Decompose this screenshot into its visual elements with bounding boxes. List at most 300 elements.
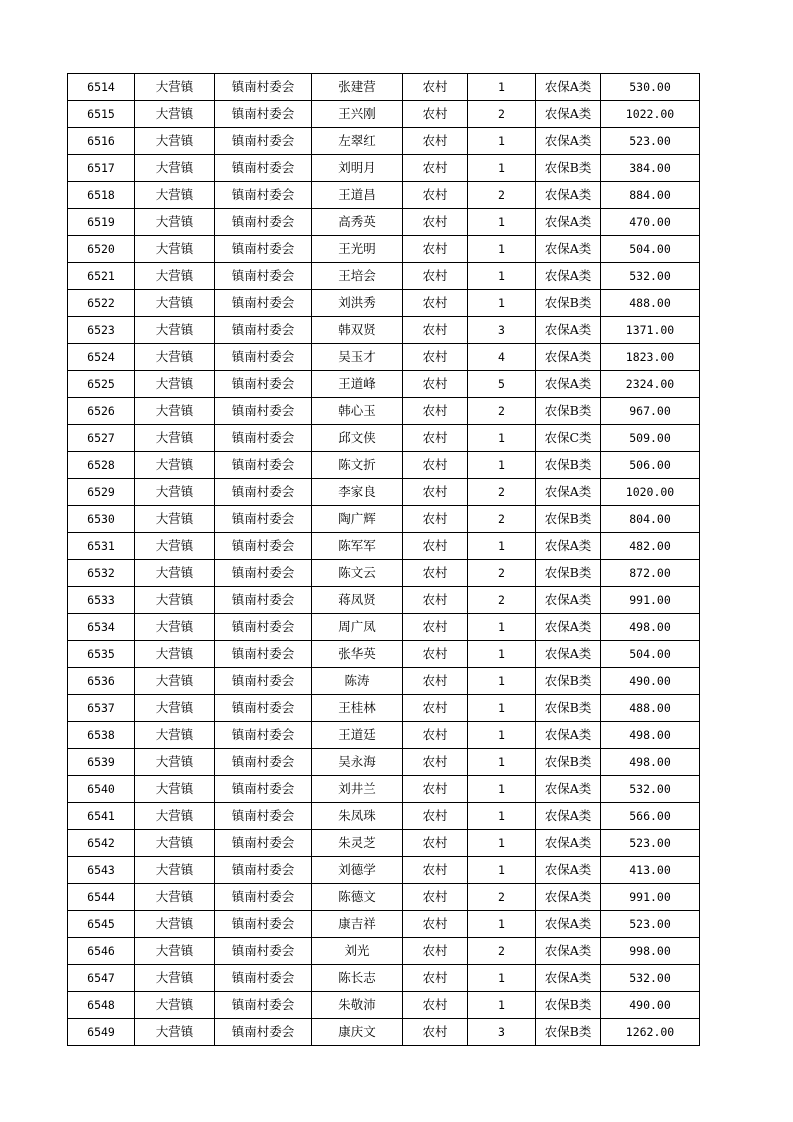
amount-value: 523.00 xyxy=(601,830,700,857)
person-name: 左翠红 xyxy=(312,128,403,155)
area-type: 农村 xyxy=(403,182,468,209)
record-number: 6524 xyxy=(68,344,135,371)
village-committee: 镇南村委会 xyxy=(215,695,312,722)
village-committee: 镇南村委会 xyxy=(215,74,312,101)
record-number: 6546 xyxy=(68,938,135,965)
area-type: 农村 xyxy=(403,263,468,290)
amount-value: 504.00 xyxy=(601,236,700,263)
record-number: 6549 xyxy=(68,1019,135,1046)
town-name: 大营镇 xyxy=(135,614,215,641)
amount-value: 470.00 xyxy=(601,209,700,236)
record-number: 6538 xyxy=(68,722,135,749)
insurance-category: 农保A类 xyxy=(536,776,601,803)
area-type: 农村 xyxy=(403,830,468,857)
amount-value: 498.00 xyxy=(601,722,700,749)
area-type: 农村 xyxy=(403,425,468,452)
area-type: 农村 xyxy=(403,776,468,803)
assistance-roster-table xyxy=(67,73,700,1046)
amount-value: 482.00 xyxy=(601,533,700,560)
record-number: 6537 xyxy=(68,695,135,722)
town-name: 大营镇 xyxy=(135,884,215,911)
household-count: 1 xyxy=(468,155,536,182)
table-row xyxy=(68,209,700,236)
record-number: 6532 xyxy=(68,560,135,587)
village-committee: 镇南村委会 xyxy=(215,884,312,911)
village-committee: 镇南村委会 xyxy=(215,155,312,182)
household-count: 5 xyxy=(468,371,536,398)
record-number: 6539 xyxy=(68,749,135,776)
table-row xyxy=(68,857,700,884)
area-type: 农村 xyxy=(403,614,468,641)
person-name: 刘德学 xyxy=(312,857,403,884)
town-name: 大营镇 xyxy=(135,371,215,398)
amount-value: 523.00 xyxy=(601,911,700,938)
area-type: 农村 xyxy=(403,749,468,776)
record-number: 6544 xyxy=(68,884,135,911)
table-row xyxy=(68,722,700,749)
person-name: 康吉祥 xyxy=(312,911,403,938)
amount-value: 504.00 xyxy=(601,641,700,668)
person-name: 陈涛 xyxy=(312,668,403,695)
person-name: 吴玉才 xyxy=(312,344,403,371)
table-row xyxy=(68,398,700,425)
insurance-category: 农保A类 xyxy=(536,182,601,209)
insurance-category: 农保B类 xyxy=(536,668,601,695)
town-name: 大营镇 xyxy=(135,911,215,938)
area-type: 农村 xyxy=(403,344,468,371)
table-row xyxy=(68,776,700,803)
insurance-category: 农保A类 xyxy=(536,857,601,884)
household-count: 4 xyxy=(468,344,536,371)
area-type: 农村 xyxy=(403,479,468,506)
amount-value: 804.00 xyxy=(601,506,700,533)
amount-value: 991.00 xyxy=(601,884,700,911)
amount-value: 967.00 xyxy=(601,398,700,425)
amount-value: 384.00 xyxy=(601,155,700,182)
insurance-category: 农保B类 xyxy=(536,452,601,479)
person-name: 王道昌 xyxy=(312,182,403,209)
amount-value: 884.00 xyxy=(601,182,700,209)
person-name: 刘光 xyxy=(312,938,403,965)
town-name: 大营镇 xyxy=(135,533,215,560)
insurance-category: 农保B类 xyxy=(536,398,601,425)
person-name: 刘明月 xyxy=(312,155,403,182)
record-number: 6529 xyxy=(68,479,135,506)
insurance-category: 农保A类 xyxy=(536,938,601,965)
insurance-category: 农保A类 xyxy=(536,344,601,371)
village-committee: 镇南村委会 xyxy=(215,1019,312,1046)
table-row xyxy=(68,317,700,344)
village-committee: 镇南村委会 xyxy=(215,965,312,992)
town-name: 大营镇 xyxy=(135,749,215,776)
table-row xyxy=(68,587,700,614)
village-committee: 镇南村委会 xyxy=(215,398,312,425)
household-count: 1 xyxy=(468,290,536,317)
household-count: 1 xyxy=(468,722,536,749)
area-type: 农村 xyxy=(403,452,468,479)
table-row xyxy=(68,344,700,371)
amount-value: 532.00 xyxy=(601,965,700,992)
person-name: 康庆文 xyxy=(312,1019,403,1046)
household-count: 3 xyxy=(468,1019,536,1046)
area-type: 农村 xyxy=(403,803,468,830)
amount-value: 566.00 xyxy=(601,803,700,830)
amount-value: 1262.00 xyxy=(601,1019,700,1046)
area-type: 农村 xyxy=(403,722,468,749)
village-committee: 镇南村委会 xyxy=(215,425,312,452)
person-name: 吴永海 xyxy=(312,749,403,776)
record-number: 6548 xyxy=(68,992,135,1019)
table-row xyxy=(68,182,700,209)
amount-value: 1371.00 xyxy=(601,317,700,344)
household-count: 2 xyxy=(468,101,536,128)
insurance-category: 农保A类 xyxy=(536,317,601,344)
town-name: 大营镇 xyxy=(135,776,215,803)
table-row xyxy=(68,695,700,722)
table-row xyxy=(68,938,700,965)
person-name: 王光明 xyxy=(312,236,403,263)
household-count: 1 xyxy=(468,668,536,695)
person-name: 陈文云 xyxy=(312,560,403,587)
town-name: 大营镇 xyxy=(135,182,215,209)
insurance-category: 农保A类 xyxy=(536,641,601,668)
town-name: 大营镇 xyxy=(135,938,215,965)
table-row xyxy=(68,74,700,101)
insurance-category: 农保B类 xyxy=(536,155,601,182)
town-name: 大营镇 xyxy=(135,155,215,182)
household-count: 1 xyxy=(468,425,536,452)
village-committee: 镇南村委会 xyxy=(215,641,312,668)
household-count: 2 xyxy=(468,506,536,533)
record-number: 6523 xyxy=(68,317,135,344)
town-name: 大营镇 xyxy=(135,965,215,992)
area-type: 农村 xyxy=(403,695,468,722)
village-committee: 镇南村委会 xyxy=(215,344,312,371)
town-name: 大营镇 xyxy=(135,317,215,344)
household-count: 2 xyxy=(468,398,536,425)
area-type: 农村 xyxy=(403,74,468,101)
area-type: 农村 xyxy=(403,317,468,344)
area-type: 农村 xyxy=(403,209,468,236)
area-type: 农村 xyxy=(403,911,468,938)
table-row xyxy=(68,668,700,695)
insurance-category: 农保A类 xyxy=(536,479,601,506)
town-name: 大营镇 xyxy=(135,857,215,884)
amount-value: 498.00 xyxy=(601,749,700,776)
household-count: 2 xyxy=(468,938,536,965)
record-number: 6545 xyxy=(68,911,135,938)
village-committee: 镇南村委会 xyxy=(215,128,312,155)
record-number: 6517 xyxy=(68,155,135,182)
town-name: 大营镇 xyxy=(135,641,215,668)
insurance-category: 农保B类 xyxy=(536,506,601,533)
town-name: 大营镇 xyxy=(135,452,215,479)
amount-value: 1823.00 xyxy=(601,344,700,371)
person-name: 张华英 xyxy=(312,641,403,668)
town-name: 大营镇 xyxy=(135,722,215,749)
insurance-category: 农保A类 xyxy=(536,830,601,857)
town-name: 大营镇 xyxy=(135,236,215,263)
person-name: 王培会 xyxy=(312,263,403,290)
insurance-category: 农保A类 xyxy=(536,965,601,992)
area-type: 农村 xyxy=(403,992,468,1019)
insurance-category: 农保A类 xyxy=(536,128,601,155)
town-name: 大营镇 xyxy=(135,344,215,371)
area-type: 农村 xyxy=(403,668,468,695)
table-row xyxy=(68,965,700,992)
village-committee: 镇南村委会 xyxy=(215,911,312,938)
person-name: 邱文侠 xyxy=(312,425,403,452)
household-count: 2 xyxy=(468,560,536,587)
insurance-category: 农保A类 xyxy=(536,236,601,263)
village-committee: 镇南村委会 xyxy=(215,992,312,1019)
record-number: 6536 xyxy=(68,668,135,695)
area-type: 农村 xyxy=(403,128,468,155)
roster-body xyxy=(68,74,700,1046)
household-count: 1 xyxy=(468,992,536,1019)
record-number: 6516 xyxy=(68,128,135,155)
record-number: 6514 xyxy=(68,74,135,101)
table-row xyxy=(68,236,700,263)
record-number: 6528 xyxy=(68,452,135,479)
table-row xyxy=(68,830,700,857)
household-count: 1 xyxy=(468,263,536,290)
household-count: 1 xyxy=(468,857,536,884)
record-number: 6533 xyxy=(68,587,135,614)
amount-value: 488.00 xyxy=(601,290,700,317)
town-name: 大营镇 xyxy=(135,560,215,587)
town-name: 大营镇 xyxy=(135,74,215,101)
person-name: 韩心玉 xyxy=(312,398,403,425)
village-committee: 镇南村委会 xyxy=(215,452,312,479)
person-name: 韩双贤 xyxy=(312,317,403,344)
record-number: 6519 xyxy=(68,209,135,236)
town-name: 大营镇 xyxy=(135,128,215,155)
village-committee: 镇南村委会 xyxy=(215,938,312,965)
town-name: 大营镇 xyxy=(135,587,215,614)
person-name: 陶广辉 xyxy=(312,506,403,533)
record-number: 6527 xyxy=(68,425,135,452)
table-row xyxy=(68,641,700,668)
table-row xyxy=(68,263,700,290)
area-type: 农村 xyxy=(403,101,468,128)
town-name: 大营镇 xyxy=(135,1019,215,1046)
amount-value: 998.00 xyxy=(601,938,700,965)
insurance-category: 农保A类 xyxy=(536,722,601,749)
amount-value: 523.00 xyxy=(601,128,700,155)
village-committee: 镇南村委会 xyxy=(215,506,312,533)
insurance-category: 农保B类 xyxy=(536,560,601,587)
insurance-category: 农保A类 xyxy=(536,884,601,911)
household-count: 1 xyxy=(468,452,536,479)
table-row xyxy=(68,614,700,641)
amount-value: 532.00 xyxy=(601,263,700,290)
town-name: 大营镇 xyxy=(135,290,215,317)
table-row xyxy=(68,425,700,452)
record-number: 6542 xyxy=(68,830,135,857)
town-name: 大营镇 xyxy=(135,101,215,128)
household-count: 1 xyxy=(468,209,536,236)
person-name: 王兴刚 xyxy=(312,101,403,128)
insurance-category: 农保A类 xyxy=(536,371,601,398)
amount-value: 488.00 xyxy=(601,695,700,722)
insurance-category: 农保A类 xyxy=(536,911,601,938)
village-committee: 镇南村委会 xyxy=(215,614,312,641)
amount-value: 1022.00 xyxy=(601,101,700,128)
insurance-category: 农保B类 xyxy=(536,290,601,317)
town-name: 大营镇 xyxy=(135,479,215,506)
household-count: 1 xyxy=(468,614,536,641)
table-row xyxy=(68,452,700,479)
person-name: 李家良 xyxy=(312,479,403,506)
area-type: 农村 xyxy=(403,587,468,614)
village-committee: 镇南村委会 xyxy=(215,263,312,290)
person-name: 蒋凤贤 xyxy=(312,587,403,614)
household-count: 1 xyxy=(468,965,536,992)
household-count: 1 xyxy=(468,803,536,830)
person-name: 王桂林 xyxy=(312,695,403,722)
village-committee: 镇南村委会 xyxy=(215,317,312,344)
table-row xyxy=(68,479,700,506)
insurance-category: 农保A类 xyxy=(536,533,601,560)
village-committee: 镇南村委会 xyxy=(215,830,312,857)
area-type: 农村 xyxy=(403,398,468,425)
record-number: 6534 xyxy=(68,614,135,641)
household-count: 2 xyxy=(468,479,536,506)
village-committee: 镇南村委会 xyxy=(215,560,312,587)
village-committee: 镇南村委会 xyxy=(215,533,312,560)
village-committee: 镇南村委会 xyxy=(215,857,312,884)
amount-value: 872.00 xyxy=(601,560,700,587)
amount-value: 490.00 xyxy=(601,668,700,695)
village-committee: 镇南村委会 xyxy=(215,101,312,128)
record-number: 6541 xyxy=(68,803,135,830)
insurance-category: 农保B类 xyxy=(536,695,601,722)
record-number: 6531 xyxy=(68,533,135,560)
amount-value: 509.00 xyxy=(601,425,700,452)
town-name: 大营镇 xyxy=(135,992,215,1019)
person-name: 高秀英 xyxy=(312,209,403,236)
village-committee: 镇南村委会 xyxy=(215,803,312,830)
household-count: 1 xyxy=(468,749,536,776)
person-name: 陈长志 xyxy=(312,965,403,992)
amount-value: 506.00 xyxy=(601,452,700,479)
amount-value: 530.00 xyxy=(601,74,700,101)
insurance-category: 农保A类 xyxy=(536,587,601,614)
household-count: 3 xyxy=(468,317,536,344)
town-name: 大营镇 xyxy=(135,695,215,722)
village-committee: 镇南村委会 xyxy=(215,209,312,236)
area-type: 农村 xyxy=(403,506,468,533)
person-name: 朱凤珠 xyxy=(312,803,403,830)
household-count: 1 xyxy=(468,776,536,803)
record-number: 6540 xyxy=(68,776,135,803)
table-row xyxy=(68,1019,700,1046)
insurance-category: 农保A类 xyxy=(536,614,601,641)
town-name: 大营镇 xyxy=(135,668,215,695)
village-committee: 镇南村委会 xyxy=(215,371,312,398)
record-number: 6525 xyxy=(68,371,135,398)
town-name: 大营镇 xyxy=(135,425,215,452)
area-type: 农村 xyxy=(403,884,468,911)
record-number: 6515 xyxy=(68,101,135,128)
table-row xyxy=(68,992,700,1019)
amount-value: 1020.00 xyxy=(601,479,700,506)
amount-value: 991.00 xyxy=(601,587,700,614)
insurance-category: 农保A类 xyxy=(536,101,601,128)
town-name: 大营镇 xyxy=(135,830,215,857)
table-row xyxy=(68,290,700,317)
area-type: 农村 xyxy=(403,857,468,884)
table-row xyxy=(68,128,700,155)
record-number: 6520 xyxy=(68,236,135,263)
town-name: 大营镇 xyxy=(135,398,215,425)
amount-value: 498.00 xyxy=(601,614,700,641)
area-type: 农村 xyxy=(403,1019,468,1046)
person-name: 陈文折 xyxy=(312,452,403,479)
table-row xyxy=(68,506,700,533)
village-committee: 镇南村委会 xyxy=(215,749,312,776)
household-count: 1 xyxy=(468,128,536,155)
record-number: 6530 xyxy=(68,506,135,533)
insurance-category: 农保C类 xyxy=(536,425,601,452)
village-committee: 镇南村委会 xyxy=(215,236,312,263)
table-row xyxy=(68,155,700,182)
area-type: 农村 xyxy=(403,965,468,992)
village-committee: 镇南村委会 xyxy=(215,290,312,317)
table-row xyxy=(68,371,700,398)
person-name: 张建营 xyxy=(312,74,403,101)
insurance-category: 农保A类 xyxy=(536,74,601,101)
person-name: 王道峰 xyxy=(312,371,403,398)
amount-value: 2324.00 xyxy=(601,371,700,398)
village-committee: 镇南村委会 xyxy=(215,182,312,209)
household-count: 1 xyxy=(468,236,536,263)
household-count: 1 xyxy=(468,641,536,668)
area-type: 农村 xyxy=(403,938,468,965)
area-type: 农村 xyxy=(403,290,468,317)
area-type: 农村 xyxy=(403,236,468,263)
area-type: 农村 xyxy=(403,560,468,587)
village-committee: 镇南村委会 xyxy=(215,776,312,803)
town-name: 大营镇 xyxy=(135,209,215,236)
household-count: 2 xyxy=(468,884,536,911)
record-number: 6543 xyxy=(68,857,135,884)
town-name: 大营镇 xyxy=(135,803,215,830)
area-type: 农村 xyxy=(403,155,468,182)
record-number: 6521 xyxy=(68,263,135,290)
table-row xyxy=(68,533,700,560)
insurance-category: 农保A类 xyxy=(536,803,601,830)
insurance-category: 农保B类 xyxy=(536,1019,601,1046)
table-row xyxy=(68,560,700,587)
area-type: 农村 xyxy=(403,371,468,398)
household-count: 1 xyxy=(468,533,536,560)
household-count: 1 xyxy=(468,74,536,101)
person-name: 朱敬沛 xyxy=(312,992,403,1019)
town-name: 大营镇 xyxy=(135,506,215,533)
person-name: 刘洪秀 xyxy=(312,290,403,317)
person-name: 王道廷 xyxy=(312,722,403,749)
village-committee: 镇南村委会 xyxy=(215,722,312,749)
household-count: 1 xyxy=(468,830,536,857)
record-number: 6547 xyxy=(68,965,135,992)
area-type: 农村 xyxy=(403,641,468,668)
table-row xyxy=(68,803,700,830)
area-type: 农村 xyxy=(403,533,468,560)
insurance-category: 农保B类 xyxy=(536,749,601,776)
insurance-category: 农保A类 xyxy=(536,263,601,290)
